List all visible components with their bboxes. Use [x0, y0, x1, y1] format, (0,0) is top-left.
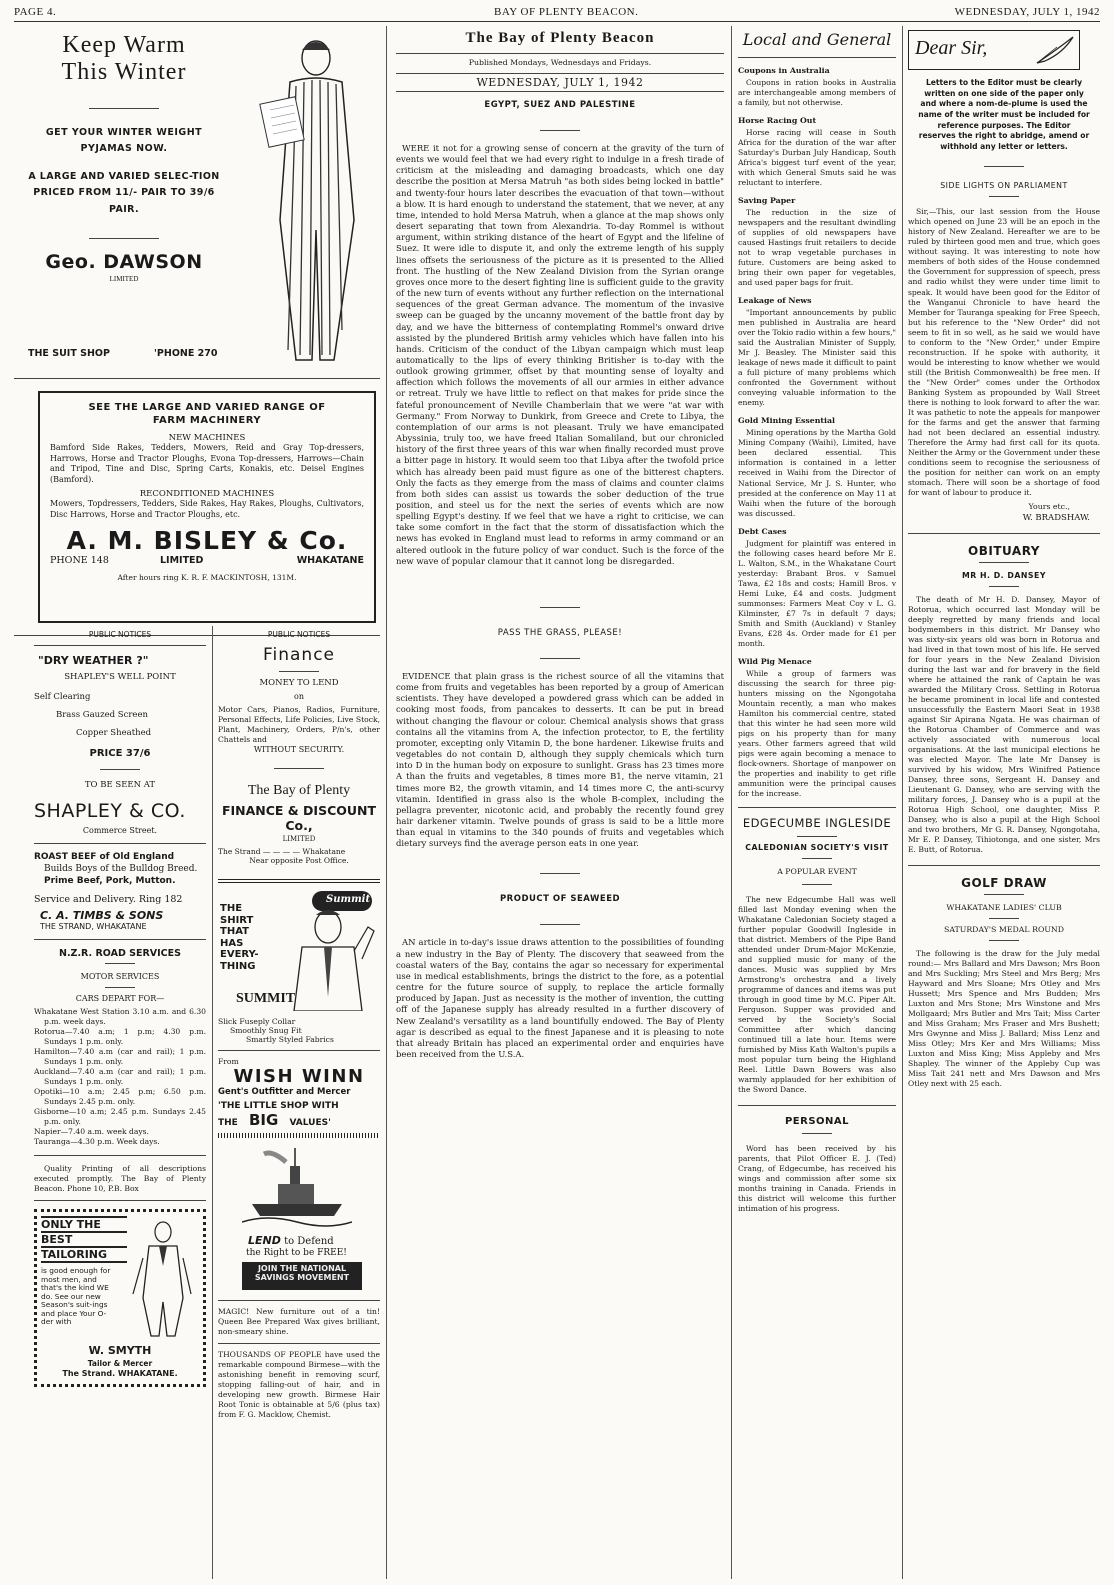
company-addr: The Strand — — — — Whakatane: [218, 847, 346, 857]
ad-headline: LEND: [248, 1234, 281, 1248]
local-item-head: Wild Pig Menace: [738, 656, 812, 666]
article-title: GOLF DRAW: [961, 876, 1047, 891]
ad-line: Smartly Styled Fabrics: [246, 1035, 334, 1045]
divider: [89, 238, 159, 239]
ad-pyjamas: [14, 26, 380, 374]
article-title: EDGECUMBE INGLESIDE: [742, 815, 892, 830]
article-title: SIDE LIGHTS ON PARLIAMENT: [940, 181, 1068, 191]
column-rule: [902, 26, 903, 1579]
paper-name: BAY OF PLENTY BEACON.: [494, 6, 639, 18]
local-item-head: Debt Cases: [738, 526, 787, 536]
divider: [14, 378, 380, 379]
divider: [989, 586, 1019, 587]
divider: [984, 894, 1024, 895]
section-title: PUBLIC NOTICES: [267, 630, 331, 639]
ad-body: is good enough for most men, and that's the kind WE do. See our new Season's suit-ings and place Your O-der with: [41, 1266, 111, 1327]
article-title: EGYPT, SUEZ AND PALESTINE: [484, 100, 636, 110]
divider: [802, 884, 832, 885]
divider: [34, 645, 206, 646]
ad-body: Mowers, Topdressers, Tedders, Side Rakes, Hay Rakes, Ploughs, Cultivators, Disc Harrows, Horse and Tractor Ploughs, etc.: [50, 499, 364, 519]
divider: [34, 843, 206, 844]
divider: [218, 1133, 380, 1138]
shop-limited: LIMITED: [109, 274, 139, 283]
ad-headline: to Defend: [284, 1236, 334, 1248]
local-item-head: Gold Mining Essential: [738, 416, 835, 426]
local-item-head: Leakage of News: [738, 296, 812, 306]
notice-line: Copper Sheathed: [76, 728, 152, 738]
timetable-line: Auckland—7.40 a.m (car and rail); 1 p.m. Sundays 1 p.m. only.: [34, 1067, 206, 1087]
divider: [989, 918, 1019, 919]
divider: [802, 858, 832, 859]
divider: [989, 196, 1019, 197]
column-rule: [386, 26, 387, 1579]
ad-line: Smoothly Snug Fit: [230, 1026, 302, 1036]
letters-column: [908, 26, 1100, 1579]
company-addr: Near opposite Post Office.: [249, 856, 349, 866]
company-town: WHAKATANE: [296, 555, 364, 567]
editorial-masthead: The Bay of Plenty Beacon: [465, 30, 655, 46]
company-limited: LIMITED: [160, 555, 204, 567]
notice-headline: ROAST BEEF of Old England: [34, 852, 175, 862]
section-title: RECONDITIONED MACHINES: [139, 489, 275, 500]
notice-sub: CARS DEPART FOR—: [75, 994, 165, 1003]
timetable-line: Rotorua—7.40 a.m; 1 p.m; 4.30 p.m. Sundays 1 p.m. only.: [34, 1027, 206, 1047]
ad-bisley: [38, 391, 376, 623]
ad-birmese: THOUSANDS OF PEOPLE have used the remarkable compound Birmese—with the astonishing benefit in removing scurf, stopping falling-out of hair, and in developing new growth. Birmese Hair Root Tonic is obtainable at 5/6 (plus tax) from F. G. Macklow, Chemist.: [218, 1350, 380, 1420]
notice-line: Self Clearing: [34, 692, 91, 702]
notice-sub: SHAPLEY'S WELL POINT: [64, 672, 176, 682]
notice-line: on: [294, 692, 304, 701]
shop-street: Commerce Street.: [82, 826, 158, 835]
letters-logo: [908, 30, 1080, 70]
ad-line: From: [218, 1057, 239, 1067]
ad-summit: [218, 887, 380, 1017]
pyjama-man-illustration: [250, 30, 378, 368]
notice-price: PRICE 37/6: [89, 748, 151, 759]
shirt-man-illustration: [282, 887, 378, 1011]
ad-lend: [218, 1144, 380, 1294]
notice-body: Motor Cars, Pianos, Radios, Furniture, Personal Effects, Life Policies, Live Stock, Plant, Machinery, Orders, P/n's, other Chattels and: [218, 705, 380, 745]
public-notices-right: [218, 630, 380, 1420]
local-item-head: Coupons in Australia: [738, 66, 830, 75]
ad-line: Slick Fuseply Collar: [218, 1017, 296, 1027]
notice-sub: MOTOR SERVICES: [80, 972, 160, 981]
divider: [218, 879, 380, 883]
page-number: PAGE 4.: [14, 6, 57, 18]
masthead: [14, 6, 1100, 22]
ad-headline: Keep Warm: [62, 32, 186, 58]
editorial-date: WEDNESDAY, JULY 1, 1942: [476, 76, 644, 89]
divider: [89, 108, 159, 109]
ad-headline: THING: [220, 960, 256, 972]
divider: [738, 807, 896, 808]
ad-banner: JOIN THE NATIONAL SAVINGS MOVEMENT: [242, 1262, 362, 1290]
divider: [989, 940, 1019, 941]
ad-column: [14, 26, 380, 1579]
local-item-body: Mining operations by the Martha Gold Mining Company (Waihi), Limited, have been declared essential. This information is contained in a letter received in Waihi from the Director of National Service, Mr J. S. Hunter, who presided at the conference on May 11 at Waihi when the future of the borough was discussed.: [738, 428, 896, 518]
local-item-body: Judgment for plaintiff was entered in the following cases heard before Mr E. L. Walton, S.M., in the Whakatane Court yesterday: Brabant Bros. v Samuel Tawa, £2 18s and costs; Hamill Bros. v Hemi Luke, £4 and costs. Judgment summonses: Farmers Meat Coy v L. G. Kilminster, £7 7s in default 7 days; Smith and Smith (Auckland) v Stanley Evans, £28 4s. Order made for £1 per month.: [738, 538, 896, 648]
notice-line: WITHOUT SECURITY.: [253, 745, 345, 755]
article-sub: A POPULAR EVENT: [777, 866, 857, 876]
company-name: The Bay of Plenty: [247, 783, 351, 799]
local-item: [738, 657, 896, 799]
local-column: [738, 26, 896, 1579]
divider: [274, 768, 324, 769]
publishing-days: Published Mondays, Wednesdays and Fridays.: [468, 58, 652, 67]
timetable-line: Napier—7.40 a.m. week days.: [34, 1127, 149, 1137]
public-notices-left: [34, 630, 206, 1387]
ad-smyth: [34, 1209, 206, 1387]
local-item-head: Saving Paper: [738, 196, 796, 206]
printing-notice: Quality Printing of all descriptions executed promptly. The Bay of Plenty Beacon. Phone 10, P.B. Box: [34, 1164, 206, 1194]
divider: [34, 1155, 206, 1156]
article-body: Word has been received by his parents, that Pilot Officer E. J. (Ted) Crang, of Edgecumbe, has received his wings and commission after some six months training in Canada. Friends in this district will welcome this further intimation of his progress.: [738, 1144, 896, 1214]
shop-name: WISH WINN: [233, 1066, 365, 1088]
ad-winn: [218, 1057, 380, 1138]
divider: [218, 1343, 380, 1344]
article-body: EVIDENCE that plain grass is the richest source of all the vitamins that come from fruits and vegetables has been reported by a group of American scientists. They have developed a powdered grass which can be added in cooking most foods, from pancakes to desserts. It can be put in bread without changing the flavour or colour. Chemical analysis shows that grass contains all the vitamins from A, the infection protector, to E, the fertility promoter, excepting only Vitamin D, the bone hardener. Likewise fruits and vegetables do not contain D, although they supply chemicals which turn into D in the human body on exposure to sunlight. Grass has 23 times more A than the fruits and vegetables, 8 times more B1, the nerve vitamin, 21 times more B2, the growth vitamin, and 14 times more C, the anti-scurvy vitamin. Identified in grass also is the whole B-complex, including the pellagra preventer, nicotonic acid, and probably the recently found grey hair darkener vitamin. Twelve pounds of grass is said to be a little more than equal in vitamins to the 340 pounds of fruits and vegetables which dietary surveys find the average person eats in one year.: [396, 670, 724, 849]
divider: [218, 1300, 380, 1301]
shop-subtitle: THE SUIT SHOP: [28, 348, 110, 359]
article-title: OBITUARY: [968, 543, 1040, 558]
article-sub: CALEDONIAN SOCIETY'S VISIT: [745, 842, 889, 852]
section-title: PUBLIC NOTICES: [88, 630, 152, 639]
divider: [396, 91, 724, 92]
shop-slogan: 'THE LITTLE SHOP WITH: [218, 1101, 339, 1112]
notice-line: Prime Beef, Pork, Mutton.: [44, 876, 176, 886]
local-item-body: Coupons in ration books in Australia are interchangeable among members of a family, but not otherwise.: [738, 78, 896, 108]
divider: [979, 562, 1029, 563]
notice-sub: MONEY TO LEND: [259, 678, 339, 688]
after-hours: After hours ring K. R. F. MACKINTOSH, 131M.: [117, 573, 297, 583]
notice-headline: "DRY WEATHER ?": [38, 654, 149, 667]
divider: [34, 939, 206, 940]
divider: [540, 924, 580, 925]
article-body: The following is the draw for the July medal round:— Mrs Ballard and Mrs Dawson; Mrs Boon and Mrs Suckling; Mrs Steel and Mrs Berg; Mrs Hayward and Mrs Sloane; Mrs Otley and Mrs Hussett; Mrs Spence and Mrs Budden; Mrs Luxton and Mrs Stone; Mrs Winstone and Mrs Mollgaard; Mrs Butler and Mrs Tait; Miss Carter and Miss Graham; Mrs Fraser and Mrs Bushett; Mrs Gwynne and Miss J. Ballard; Miss Lenz and Miss Otley; Mrs Ker and Mrs Williams; Miss Luxton and Miss King; Miss Appleby and Mrs Shapley. The winner of the Appleby Cup was Miss Tait 241 nett and Mrs Dawson and Mrs Otley next with 25 each.: [908, 949, 1100, 1089]
shop-slogan: BIG: [248, 1111, 279, 1130]
ad-magic: MAGIC! New furniture out of a tin! Queen Bee Prepared Wax gives brilliant, non-smeary shine.: [218, 1307, 380, 1337]
local-item: [738, 66, 896, 108]
company-name: A. M. BISLEY & Co.: [66, 526, 348, 556]
divider: [738, 57, 896, 58]
local-item: [738, 296, 896, 408]
divider: [540, 873, 580, 874]
letters-note: Letters to the Editor must be clearly written on one side of the paper only and where a nom-de-plume is used the name of the writer must be included for reference purposes. The Editor reserves the right to abridge, amend or withhold any letter or letters.: [918, 78, 1090, 151]
column-rule: [731, 26, 732, 1579]
shop-slogan: VALUES': [289, 1118, 331, 1129]
shop-trade: Gent's Outfitter and Mercer: [218, 1087, 351, 1098]
ad-headline: SEE THE LARGE AND VARIED RANGE OF FARM MACHINERY: [88, 402, 326, 426]
divider: [396, 53, 724, 54]
local-item-body: While a group of farmers was discussing the search for three pig-hunters missing on the Ngongotaha Mountain recently, a man who makes Hamilton his commercial centre, stated that this winter he had seen more wild pigs on his property than for many years. Other farmers agreed that wild pigs were again becoming a menace to flock-owners. Shortage of manpower on the properties and inability to get rifle ammunition were the principal causes for the increase.: [738, 668, 896, 798]
letter-body: Sir,—This, our last session from the House which opened on June 23 will be an epoch in the history of New Zealand. Hereafter we are to be ruled by thirteen good men and true, which goes without saying. It was interesting to note how members of both sides of the House condemned the Government for suppression of speech, press and radio whilst they were under time limit to speak. It would have been good for the Editor of the Wanganui Chronicle to have heard the Member for Tauranga speaking for Free Speech, but his reference to the "New Order" did not seem to fit in so well, as he said we would have to conform to the "New Order," under Empire reconstruction. If he spoke with authority, it would be interesting to know whether we would still (the British Commonwealth) be free men. If the "New Order" comes under the Orthodox Banking System as propounded by Wall Street there is nothing to look forward to after the war. It was pathetic to note the appeals for manpower for the farms and get the answer that farming had not been declared an essential industry. Therefore the Army had first call for its quota. Neither the Army or the Government under these conditions seem to recognise the seriousness of the position for neither can work on an empty stomach. There will soon be a shortage of food for want of labour to produce it.: [908, 207, 1100, 497]
divider: [279, 671, 319, 672]
letter-close: Yours etc.,: [1028, 501, 1070, 511]
divider: [218, 1050, 380, 1051]
divider: [540, 130, 580, 131]
ad-headline: the Right to be FREE!: [246, 1248, 347, 1259]
local-item-body: Horse racing will cease in South Africa for the duration of the war after Saturday's Durban July Handicap, South Africa's biggest turf event of the year, with which General Smuts said he was reluctant to interfere.: [738, 128, 896, 188]
ad-headline: TAILORING: [41, 1246, 127, 1263]
battleship-illustration: [242, 1144, 352, 1232]
ad-headline: HAS: [220, 937, 244, 949]
section-title: NEW MACHINES: [168, 433, 246, 443]
shop-addr: The Strand. WHAKATANE.: [62, 1369, 178, 1379]
ad-body: A LARGE AND VARIED SELEC-TION PRICED FROM 11/- PAIR TO 39/6 PAIR.: [28, 171, 220, 215]
divider: [797, 836, 837, 837]
company-phone: PHONE 148: [50, 555, 109, 567]
ad-headline: ONLY THE: [41, 1216, 127, 1231]
notice-headline: Finance: [262, 645, 336, 665]
divider: [540, 658, 580, 659]
section-title: Local and General: [742, 30, 892, 49]
divider: [34, 1200, 206, 1201]
article-title: PRODUCT OF SEAWEED: [499, 894, 621, 905]
timetable-line: Tauranga—4.30 p.m. Week days.: [34, 1137, 160, 1147]
editorial-column: [396, 26, 724, 1579]
article-sub: SATURDAY'S MEDAL ROUND: [944, 925, 1064, 935]
article-body: WERE it not for a growing sense of concern at the gravity of the turn of events we would feel that we had every right to indulge in a fresh tirade of criticism at the misleading and damaging broadcasts, which one day describe the position at Mersa Matruh "as both sides being locked in battle" and twenty-four hours later describes the evacuation of that town—without a blow. It is hard enough to understand the statement, that we never, at any time, intended to hold Mersa Matruh, when a glance at the map shows only desert separating that town from Alexandria. To-day Rommel is without argument, within striking distance of the heart of Egypt and the lifeline of Suez. It were idle to dispute it, and only the extreme length of his supply lines offsets the seriousness of the picture as it is presented to the Allied front. The hustling of the New Zealand Division from the Syrian orange groves once more to the desert fighting line is sufficient guide to the gravity of the new turn of events without any further reflection on the international sequences of the great German advance. The momentum of the invasive sweep can be guaged by the uncanny movement of the battle front day by day, and we have the bitterness of contemplating Rommel's onward drive assisted by the plundered British army vehicles which have fallen into his hands. Criticism of the conduct of the Libyan campaign which must leap automatically to the lips of every thinking Britisher is to-day with the outlook growing grimmer, offset by that mounting sense of loyalty and affection which follows the movements of all our armies in either advance or retreat. Truly we have little to reflect on that makes for pride since the fateful pronouncement of Neville Chamberlain that we were "at war with Germany." From Norway to Dunkirk, from Greece and Crete to Libya, the contemplation of our arms is not pleasant. Truly we have emancipated Abyssinia, truly too, we have freed Italian Somaliland, but our chronicled history of the first three years of this war when finally recorded must prove a bitter page in history. It would seem too that Libya after the twofold price which has already been paid must figure as one of the bitterest chapters. Only the facts as they emerge from the mass of claims and counter claims from both sides can assist us towards the sober deduction of the true position, and steel us for the next the series of events which are now spelling Egypt's destiny. If we feel that we have a right to criticise, we can take some comfort in the fact that the storm of dissatisfaction which the news has evoked in England must lead to reforms in army command or an altered outlook in the future policy of war conduct. Such is the force of the new wave of popular clamour that it cannot long be disregarded.: [396, 143, 724, 566]
divider: [908, 533, 1100, 534]
timetable: [34, 1007, 206, 1147]
ad-headline: SHIRT: [220, 914, 254, 926]
ad-body: Bamford Side Rakes, Tedders, Mowers, Reid and Gray Top-dressers, Harrows, Horse and Tractor Ploughs, Evona Top-dressers, Harrows—Chain and Tripod, Tine and Disc, Spring Carts, Konakis, etc. Deisel Engines (Bamford).: [50, 443, 364, 484]
quill-pen-icon: [1035, 35, 1075, 65]
notice-line: Service and Delivery. Ring 182: [34, 894, 183, 905]
timetable-line: Whakatane West Station 3.10 a.m. and 6.30 p.m. week days.: [34, 1007, 206, 1027]
timetable-line: Hamilton—7.40 a.m (car and rail); 1 p.m. Sundays 1 p.m. only.: [34, 1047, 206, 1067]
local-item: [738, 116, 896, 188]
letters-logo-text: Dear Sir,: [915, 37, 988, 59]
local-item-head: Horse Racing Out: [738, 116, 817, 126]
ad-headline: THAT: [220, 926, 249, 938]
divider: [802, 1133, 832, 1134]
brand-name: SUMMIT: [236, 991, 296, 1007]
local-item-body: The reduction in the size of newspapers and the resultant dwindling of supplies of old newspapers have caused Hastings fruit retailers to decide not to wrap vegetable purchases in future. Customers are being asked to bring their own paper for vegetables, and used paper bags for fruit.: [738, 208, 896, 288]
divider: [984, 166, 1024, 167]
local-item: [738, 196, 896, 288]
divider: [105, 987, 135, 988]
article-title: PERSONAL: [784, 1116, 850, 1128]
shop-trade: Tailor & Mercer: [87, 1359, 153, 1369]
ad-body: GET YOUR WINTER WEIGHT PYJAMAS NOW.: [45, 127, 203, 155]
shop-name: Geo. DAWSON: [45, 250, 203, 273]
shop-phone: 'PHONE 270: [154, 348, 218, 359]
page-date: WEDNESDAY, JULY 1, 1942: [954, 6, 1100, 18]
ad-headline: EVERY-: [220, 949, 259, 961]
article-sub: WHAKATANE LADIES' CLUB: [946, 903, 1062, 913]
shop-slogan: THE: [218, 1118, 238, 1129]
divider: [738, 1105, 896, 1106]
article-body: AN article in to-day's issue draws attention to the possibilities of founding a new industry in the Bay of Plenty. The discovery that seaweed from the coastal waters of the Bay, contains the agar so necessary for experimental use in medical establishments, brings the district to the fore, as a potential centre for the future source of supply, to replace the article formally produced by Japan. Just as necessity is the mother of invention, the cutting off of the Japanese supply has already resulted in a further discovery of New Zealand's versatility as a land bountifully endowed. The Bay of Plenty agar is described as equal to the finest Japanese and it is pleasing to note that already Britain has placed an experimental order and enquiries have been received from the U.S.A.: [396, 937, 724, 1059]
brand-logo: Summit: [326, 894, 371, 906]
article-sub: MR H. D. DANSEY: [962, 570, 1046, 580]
shop-name: W. SMYTH: [88, 1344, 152, 1358]
timetable-line: Opotiki—10 a.m; 2.45 p.m; 6.50 p.m. Sundays 2.45 p.m. only.: [34, 1087, 206, 1107]
ad-headline: BEST: [41, 1231, 127, 1246]
divider: [540, 607, 580, 608]
ad-headline: THE: [220, 903, 243, 915]
shop-addr: THE STRAND, WHAKATANE: [40, 922, 147, 931]
local-item-body: "Important announcements by public men published in Australia are heard over the Tokio radio within a few hours," said the Australian Minister of Supply, Mr J. Beasley. The Minister said this leakage of news made it difficult to paint a full picture of many problems which confronted the Government without conveying valuable information to the enemy.: [738, 308, 896, 408]
shop-name: SHAPLEY & CO.: [34, 800, 186, 822]
notice-line: Builds Boys of the Bulldog Breed.: [44, 864, 198, 874]
tailor-man-illustration: [127, 1218, 197, 1338]
timetable-line: Gisborne—10 a.m; 2.45 p.m. Sundays 2.45 p.m. only.: [34, 1107, 206, 1127]
ad-headline: This Winter: [61, 59, 187, 85]
article-body: The new Edgecumbe Hall was well filled last Monday evening when the Whakatane Caledonian Society staged a further popular Goodwill Ingleside in that district. Members of the Pipe Band attended under Drum-Major McKenzie, and supplied music for many of the dances. Music was supplied by Mrs Armstrong's orchestra and a lively programme of dances and items was put through in good time by M.C. Piper Alt. Ferguson. Supper was provided and served by the Society's Social Committee after which dancing continued till a late hour. Items were furnished by Miss Kath Walton's pupils a most popular turn being the Highland Reel. Little Dawn Bowers was also warmly applauded for her exhibition of the Sword Dance.: [738, 894, 896, 1095]
notice-line: TO BE SEEN AT: [84, 780, 156, 790]
notice-line: Brass Gauzed Screen: [56, 710, 148, 720]
letter-signature: W. BRADSHAW.: [1022, 512, 1090, 523]
divider: [105, 963, 135, 964]
company-limited: LIMITED: [282, 835, 316, 844]
shop-name: C. A. TIMBS & SONS: [40, 909, 164, 922]
column-rule: [212, 626, 213, 1579]
local-item: [738, 416, 896, 518]
company-name: FINANCE & DISCOUNT Co.,: [221, 803, 377, 834]
article-body: The death of Mr H. D. Dansey, Mayor of Rotorua, which occurred last Monday will be deeply regretted by many friends and local bodymembers in this district. Mr Dansey who was sixty-six years old was born in Rotorua and had lived in that town most of his life. He served for four years in the New Zealand Division during the last war and for bravery in the field where he attained the rank of Captain he was awarded the Military Cross. Settling in Rotorua he became prominent in local life and contested unsuccessfully the Eastern Maori Seat in 1938 against Sir Apirana Ngata. He was chairman of the Rotorua Chamber of Commerce and was actively associated with numerous local organisations. At the last municipal elections he was elected Mayor. The late Mr Dansey is survived by his widow, Mrs Winifred Patience Dansey, three sons, Sergeant H. Dansey and Lieutenant G. Dansey, who are serving with the military forces, J. Dansey who is a pupil at the Rotorua High School, one daughter, Miss P. Dansey, who is also a pupil at the High School and two brothers, Mr G. R. Dansey, Ngongotaha, Mr E. P. Dansey, Tihiotonga, and one sister, Mrs E. Butt, of Rotorua.: [908, 594, 1100, 855]
article-title: PASS THE GRASS, PLEASE!: [497, 627, 623, 638]
divider: [100, 769, 140, 770]
divider: [396, 73, 724, 74]
local-item: [738, 527, 896, 649]
notice-headline: N.Z.R. ROAD SERVICES: [59, 948, 181, 959]
divider: [908, 865, 1100, 866]
